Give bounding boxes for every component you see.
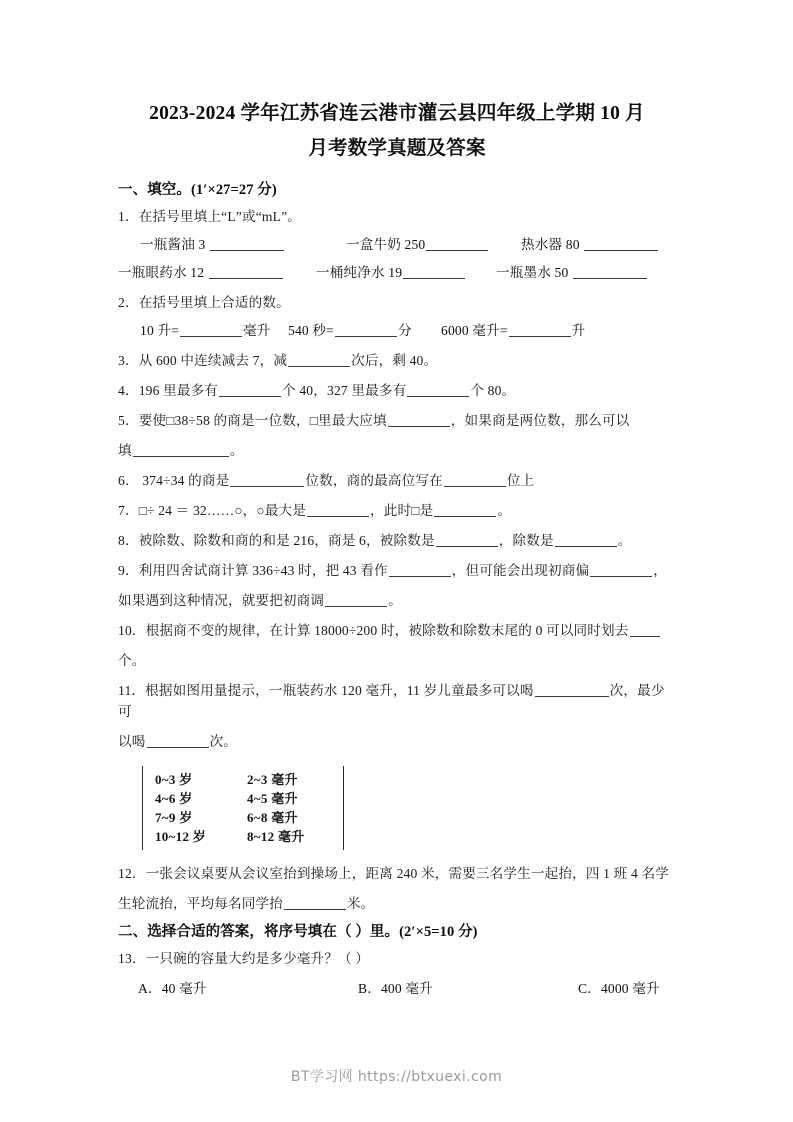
q8-blank-2[interactable]: [555, 534, 617, 548]
q1-item-6-label: 一瓶墨水 50: [496, 265, 569, 280]
dosage-figure-wrapper: [118, 766, 676, 850]
question-9-text-4: 如果遇到这种情况，就要把初商调: [118, 593, 325, 608]
question-9-text-2: ，但可能会出现初商偏: [451, 563, 590, 578]
q6-blank-1[interactable]: [230, 474, 304, 488]
footer-watermark: BT学习网 https://btxuexi.com: [290, 1069, 503, 1085]
question-2-row: [118, 320, 676, 341]
q1-item-2: [346, 234, 521, 255]
question-12-text-3: 米。: [346, 896, 375, 911]
q3-blank-1[interactable]: [288, 354, 350, 368]
q1-item-3: [521, 234, 659, 255]
q2-item-2-lead: 540 秒=: [288, 323, 334, 338]
q2-item-1-lead: 10 升=: [140, 323, 180, 338]
question-12: 12．一张会议桌要从会议室抬到操场上，距离 240 米，需要三名学生一起抬，四 1 班 4 名学: [118, 866, 669, 881]
q2-item-3-unit: 升: [571, 323, 586, 338]
question-13-stem: 13．一只碗的容量大约是多少毫升？（ ）: [118, 951, 370, 966]
dosage-age-3: 7~9 岁: [155, 810, 193, 825]
question-10: [118, 620, 676, 641]
question-3-text-1: 3．从 600 中连续减去 7，减: [118, 353, 288, 368]
option-a[interactable]: A．40 毫升: [138, 981, 207, 996]
question-11-cont: [118, 731, 676, 752]
q11-blank-1[interactable]: [535, 684, 609, 698]
dosage-age-2: 4~6 岁: [155, 791, 193, 806]
question-1-stem: 1．在括号里填上“L”或“mL”。: [118, 209, 302, 224]
question-5: [118, 410, 676, 431]
q4-blank-2[interactable]: [407, 384, 469, 398]
question-6-text-2: 位数，商的最高位写在: [305, 473, 443, 488]
question-7: [118, 500, 676, 521]
question-5-text-1: 5．要使□38÷58 的商是一位数，□里最大应填: [118, 413, 387, 428]
q1-item-5: [316, 262, 496, 283]
q7-blank-1[interactable]: [307, 504, 369, 518]
page-title-line-2: 月考数学真题及答案: [308, 138, 486, 159]
question-13-options: [118, 978, 676, 999]
question-1-row-1: [118, 234, 676, 255]
section-heading-fill-in-blank: 一、填空。(1′×27=27 分): [118, 182, 277, 198]
question-4-text-2: 个 40，327 里最多有: [282, 383, 407, 398]
q2-item-3-lead: 6000 毫升=: [441, 323, 508, 338]
q2-item-2-unit: 分: [397, 323, 412, 338]
q1-item-1: [140, 234, 346, 255]
question-6: [118, 470, 676, 491]
q11-blank-2[interactable]: [147, 735, 209, 749]
q1-item-4-label: 一瓶眼药水 12: [118, 265, 205, 280]
dosage-dose-2: 4~5 毫升: [247, 791, 298, 806]
question-7-text-1: 7．□÷ 24 ＝ 32……○，○最大是: [118, 503, 307, 518]
question-8-text-2: ，除数是: [498, 533, 554, 548]
dosage-row: [155, 770, 333, 789]
question-8-text-1: 8．被除数、除数和商的和是 216，商是 6，被除数是: [118, 533, 435, 548]
question-10-cont: 个。: [118, 653, 146, 668]
q1-item-1-label: 一瓶酱油 3: [140, 237, 206, 252]
q1-blank-5[interactable]: [403, 266, 465, 280]
question-11-text-4: 次。: [209, 734, 237, 749]
q2-item-2: [288, 320, 441, 341]
q5-blank-2[interactable]: [133, 444, 229, 458]
section-heading-multiple-choice: 二、选择合适的答案，将序号填在（ ）里。(2′×5=10 分): [118, 924, 478, 940]
q2-item-1-unit: 毫升: [243, 323, 271, 338]
question-1-row-2: [118, 262, 676, 283]
q2-blank-2[interactable]: [335, 324, 397, 338]
dosage-row: [155, 789, 333, 808]
document-content: [118, 96, 676, 999]
question-3: [118, 350, 676, 371]
question-11-text-3: 以喝: [118, 734, 146, 749]
page-title-line-1: 2023-2024 学年江苏省连云港市灌云县四年级上学期 10 月: [149, 103, 645, 124]
q1-item-3-label: 热水器 80: [521, 237, 580, 252]
question-2-stem: 2．在括号里填上合适的数。: [118, 295, 290, 310]
q4-blank-1[interactable]: [219, 384, 281, 398]
question-11-text-2: 次，最少可: [118, 683, 665, 719]
q6-blank-2[interactable]: [444, 474, 506, 488]
q9-blank-1[interactable]: [389, 564, 451, 578]
question-4-text-3: 个 80。: [470, 383, 516, 398]
dosage-row: [155, 827, 333, 846]
q8-blank-1[interactable]: [436, 534, 498, 548]
dosage-dose-3: 6~8 毫升: [247, 810, 298, 825]
question-4: [118, 380, 676, 401]
q9-blank-3[interactable]: [325, 594, 387, 608]
q9-blank-2[interactable]: [590, 564, 652, 578]
q2-item-3: [441, 320, 585, 341]
question-5-text-4: 。: [229, 443, 244, 458]
option-b[interactable]: B．400 毫升: [358, 981, 433, 996]
question-5-cont: [118, 440, 676, 461]
q1-blank-1[interactable]: [210, 238, 284, 252]
question-8: [118, 530, 676, 551]
question-5-text-2: ，如果商是两位数，那么可以: [450, 413, 630, 428]
option-c[interactable]: C．4000 毫升: [578, 981, 660, 996]
dosage-dose-1: 2~3 毫升: [247, 772, 298, 787]
question-12-cont: [118, 893, 676, 914]
q2-blank-3[interactable]: [509, 324, 571, 338]
question-8-text-3: 。: [617, 533, 632, 548]
page-title: [118, 96, 676, 166]
question-7-text-3: 。: [497, 503, 512, 518]
q10-blank-1[interactable]: [630, 624, 660, 638]
q5-blank-1[interactable]: [388, 414, 450, 428]
dosage-table: [142, 766, 344, 850]
question-9-text-3: ，: [653, 563, 667, 578]
question-5-text-3: 填: [118, 443, 132, 458]
question-4-text-1: 4．196 里最多有: [118, 383, 219, 398]
dosage-row: [155, 808, 333, 827]
question-6-text-1: 6． 374÷34 的商是: [118, 473, 230, 488]
q1-blank-3[interactable]: [584, 238, 658, 252]
question-7-text-2: ，此时□是: [370, 503, 434, 518]
question-6-text-3: 位上: [506, 473, 535, 488]
question-9-text-5: 。: [388, 593, 402, 608]
question-11-text-1: 11．根据如图用量提示，一瓶装药水 120 毫升，11 岁儿童最多可以喝: [118, 683, 534, 698]
q2-item-1: [140, 320, 288, 341]
q1-blank-6[interactable]: [573, 266, 647, 280]
q2-blank-1[interactable]: [180, 324, 242, 338]
q1-item-4: [118, 262, 316, 283]
dosage-age-4: 10~12 岁: [155, 829, 207, 844]
question-11: [118, 680, 676, 722]
q12-blank-1[interactable]: [284, 897, 346, 911]
q1-item-5-label: 一桶纯净水 19: [316, 265, 403, 280]
q7-blank-2[interactable]: [434, 504, 496, 518]
question-3-text-2: 次后，剩 40。: [351, 353, 438, 368]
q1-blank-4[interactable]: [209, 266, 283, 280]
q1-item-6: [496, 262, 648, 283]
question-10-text-1: 10．根据商不变的规律，在计算 18000÷200 时，被除数和除数末尾的 0 可以同时划去: [118, 623, 629, 638]
dosage-age-1: 0~3 岁: [155, 772, 193, 787]
question-12-text-2: 生轮流抬，平均每名同学抬: [118, 896, 283, 911]
question-9-text-1: 9．利用四舍试商计算 336÷43 时，把 43 看作: [118, 563, 388, 578]
question-9-cont: [118, 590, 676, 611]
q1-item-2-label: 一盒牛奶 250: [346, 237, 426, 252]
question-9: [118, 560, 676, 581]
q1-blank-2[interactable]: [426, 238, 488, 252]
dosage-dose-4: 8~12 毫升: [247, 829, 305, 844]
